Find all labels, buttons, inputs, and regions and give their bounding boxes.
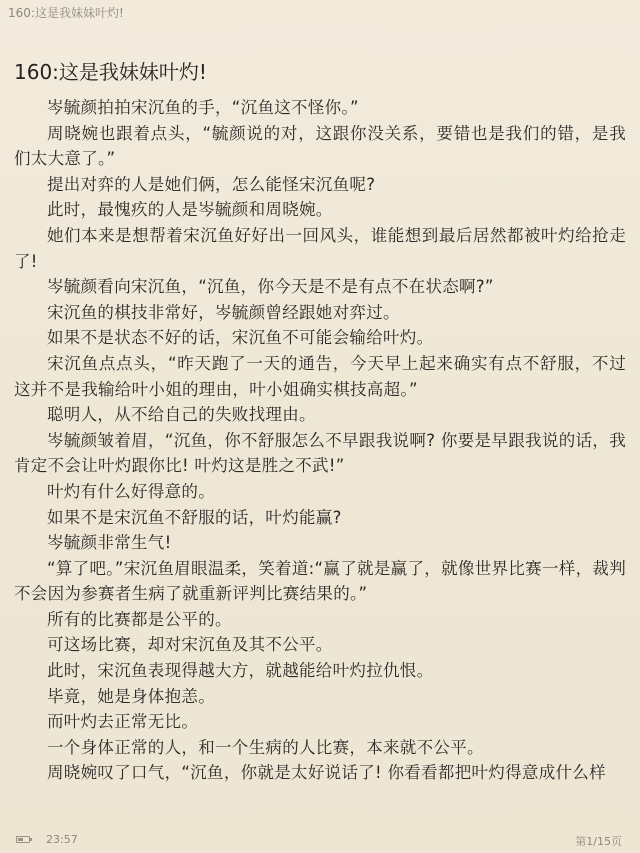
- clock: 23:57: [46, 833, 78, 846]
- paragraph: 如果不是状态不好的话，宋沉鱼不可能会输给叶灼。: [47, 328, 434, 348]
- paragraph: 一个身体正常的人，和一个生病的人比赛，本来就不公平。: [47, 737, 484, 757]
- paragraph: 而叶灼去正常无比。: [47, 712, 199, 732]
- paragraph: 此时，宋沉鱼表现得越大方，就越能给叶灼拉仇恨。: [47, 661, 434, 681]
- header-title: 160:这是我妹妹叶灼!: [8, 6, 124, 20]
- paragraph: 岑毓颜皱着眉，“沉鱼，你不舒服怎么不早跟我说啊? 你要是早跟我说的话，我肯定不会让叶灼跟你比! 叶灼这是胜之不武!”: [14, 430, 626, 476]
- page-indicator: 第1/15页: [575, 835, 622, 848]
- status-bar: [0, 826, 640, 853]
- paragraph: 岑毓颜看向宋沉鱼，“沉鱼，你今天是不是有点不在状态啊?”: [47, 277, 494, 297]
- chapter-title: 160:这是我妹妹叶灼!: [14, 60, 207, 84]
- paragraph: 提出对弈的人是她们俩，怎么能怪宋沉鱼呢?: [47, 174, 376, 194]
- paragraph: 她们本来是想帮着宋沉鱼好好出一回风头，谁能想到最后居然都被叶灼给抢走了!: [14, 225, 626, 271]
- paragraph: 毕竟，她是身体抱恙。: [47, 686, 215, 706]
- paragraph: 聪明人，从不给自己的失败找理由。: [47, 405, 316, 425]
- battery-icon: [16, 836, 30, 843]
- paragraph: 如果不是宋沉鱼不舒服的话，叶灼能赢?: [47, 507, 342, 527]
- paragraph: 可这场比赛，却对宋沉鱼及其不公平。: [47, 635, 333, 655]
- paragraph: 所有的比赛都是公平的。: [47, 609, 232, 629]
- top-bar: [0, 0, 640, 24]
- paragraph: 叶灼有什么好得意的。: [47, 481, 215, 501]
- paragraph: 岑毓颜拍拍宋沉鱼的手，“沉鱼这不怪你。”: [47, 98, 359, 117]
- paragraph: 周晓婉叹了口气，“沉鱼，你就是太好说话了! 你看看都把叶灼得意成什么样: [47, 763, 606, 783]
- paragraph: 岑毓颜非常生气!: [47, 533, 172, 553]
- paragraph: “算了吧。”宋沉鱼眉眼温柔，笑着道:“赢了就是赢了，就像世界比赛一样，裁判不会因为参赛者生病了就重新评判比赛结果的。”: [14, 558, 626, 604]
- paragraph: 宋沉鱼的棋技非常好，岑毓颜曾经跟她对弈过。: [47, 302, 400, 322]
- paragraph: 宋沉鱼点点头，“昨天跑了一天的通告，今天早上起来确实有点不舒服，不过这并不是我输给叶小姐的理由，叶小姐确实棋技高超。”: [14, 353, 626, 399]
- reading-content[interactable]: [14, 95, 626, 786]
- paragraph: 周晓婉也跟着点头，“毓颜说的对，这跟你没关系，要错也是我们的错，是我们太大意了。”: [14, 123, 626, 169]
- paragraph: 此时，最愧疚的人是岑毓颜和周晓婉。: [47, 200, 333, 220]
